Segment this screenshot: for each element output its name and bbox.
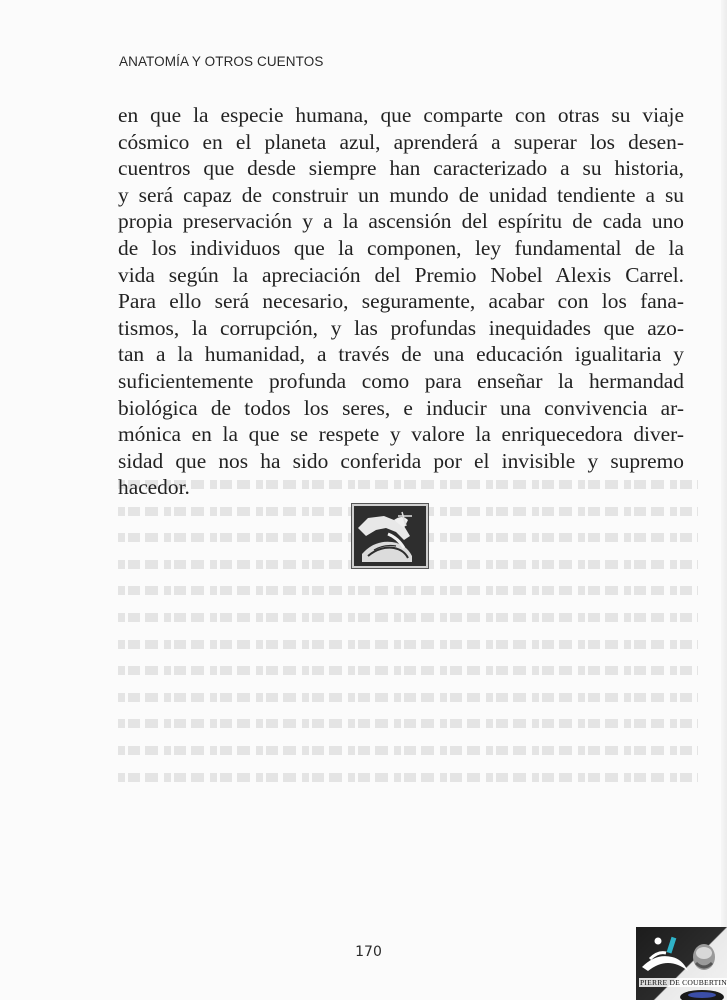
watermark-text: PIERRE DE COUBERTIN (640, 978, 727, 987)
body-paragraph (118, 102, 684, 501)
bleed-line (118, 763, 698, 790)
bleed-line (118, 656, 698, 683)
text-line: en que la especie humana, que comparte con otras su viaje (118, 103, 684, 127)
running-header: ANATOMÍA Y OTROS CUENTOS (119, 54, 324, 69)
text-line: Para ello será necesario, seguramente, acabar con los fana- (118, 289, 684, 314)
bleed-line (118, 736, 698, 763)
text-line: sidad que nos ha sido conferida por el invisible y supremo (118, 448, 684, 473)
bleed-line (118, 683, 698, 710)
text-line: cuentros que desde siempre han caracterizado a su historia, (118, 156, 684, 181)
page-number: 170 (355, 944, 382, 960)
text-line: tismos, la corrupción, y las profundas inequidades que azo- (118, 315, 684, 340)
bleed-line (118, 576, 698, 603)
text-line: tan a la humanidad, a través de una educación igualitaria y (118, 342, 684, 367)
athlete-logo-icon (636, 927, 727, 1000)
figure-vignette-icon (352, 504, 428, 568)
bleed-line (118, 709, 698, 736)
text-line: propia preservación y a la ascensión del espíritu de cada uno (118, 209, 684, 234)
text-line: y será capaz de construir un mundo de unidad tendiente a su (118, 182, 684, 207)
text-line: mónica en la que se respete y valore la enriquecedora diver- (118, 422, 684, 447)
text-line: hacedor. (118, 475, 190, 500)
bleed-line (118, 630, 698, 657)
text-line: cósmico en el planeta azul, aprenderá a superar los desen- (118, 129, 684, 154)
text-line: de los individuos que la componen, ley fundamental de la (118, 235, 684, 260)
text-line: suficientemente profunda como para enseñar la hermandad (118, 368, 684, 393)
text-line: vida según la apreciación del Premio Nobel Alexis Carrel. (118, 262, 684, 287)
bleed-line (118, 603, 698, 630)
text-line: biológica de todos los seres, e inducir una convivencia ar- (118, 395, 684, 420)
page-edge (721, 0, 727, 1000)
